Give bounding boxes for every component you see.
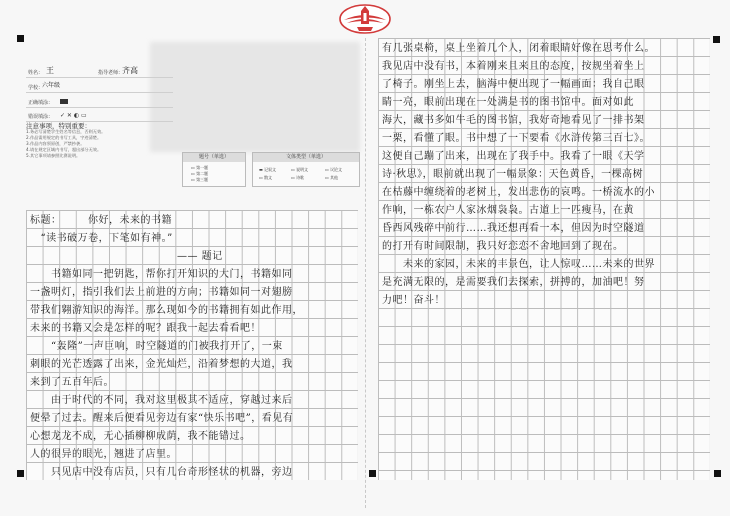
essay-line: 便晕了过去。醒来后便看见旁边有家“快乐书吧”，看见有: [30, 413, 294, 424]
essay-line: 海大，藏书多如牛毛的图书馆，我好奇地看见了一排书架: [382, 115, 645, 126]
essay-line: 诗·秋思》，眼前就出现了一幅景象：天色黄昏，一棵高树: [382, 169, 644, 180]
essay-line: 的打开有时间限制，我只好恋恋不舍地回到了现在。: [382, 241, 624, 252]
name-value: 王: [46, 66, 54, 75]
teacher-label: 指导老师：: [98, 70, 124, 76]
genre-option[interactable]: ▭ 散文: [259, 175, 273, 180]
essay-line: 刺眼的光芒透露了出来，金光灿烂，沿着梦想的大道，我: [30, 359, 293, 370]
wrong-fill-row: [26, 111, 173, 122]
essay-line: 有几张桌椅，桌上坐着几个人，闭着眼睛好像在思考什么。: [382, 43, 655, 54]
essay-line: 一盏明灯，指引我们去上前进的方向；书籍如同一对翅膀: [30, 287, 293, 298]
teacher-value: 齐高: [122, 66, 138, 75]
competition-logo-icon: [339, 4, 391, 34]
genre-option[interactable]: ▭ 其他: [325, 175, 339, 180]
essay-line: 是充满无限的，是需要我们去探索，拼搏的，加油吧！努: [382, 277, 645, 288]
essay-line: 人的很异的眼光，翘进了店里。: [30, 449, 177, 460]
genre-option[interactable]: ▭ 议论文: [325, 167, 343, 172]
topic-option[interactable]: ▭ 第二题: [191, 171, 209, 176]
essay-line: 在枯藤中缠绕着的老树上，发出悲伤的哀鸣。一桥流水的小: [382, 187, 655, 198]
essay-line: 标题： 你好，未来的书籍: [30, 215, 172, 226]
genre-option[interactable]: ▭ 诗歌: [291, 175, 305, 180]
school-value: 六年级: [42, 82, 61, 89]
wrong-bubble-icons: ✓ ✕ ◐ ▭: [60, 112, 87, 119]
correct-fill-row: [26, 97, 173, 108]
wrong-fill-label: 错误填涂：: [28, 114, 54, 120]
essay-line: 来到了五百年后。: [30, 377, 114, 388]
genre-option[interactable]: ▭ 说明文: [291, 167, 309, 172]
filled-bubble-icon: [60, 99, 68, 104]
topic-select-header: 题号（单选）: [183, 153, 245, 162]
registration-mark: [17, 35, 24, 42]
essay-line: 了椅子。刚坐上去，脑海中便出现了一幅画面：我自己眼: [382, 79, 645, 90]
note-item: 3.作品内容须原创，严禁抄袭。: [26, 141, 85, 146]
essay-line: —— 题记: [30, 251, 223, 262]
note-item: 2.作品需用规定的书写工具，字迹清楚。: [26, 135, 102, 140]
topic-option[interactable]: ▭ 第一题: [191, 165, 209, 170]
essay-line: 未来的书籍又会是怎样的呢？跟我一起去看看吧！: [30, 323, 261, 334]
page-divider: [365, 38, 367, 508]
genre-select-box: [252, 152, 360, 187]
registration-mark: [714, 470, 721, 477]
redacted-area: [150, 42, 360, 152]
essay-line: 未来的家园，未来的丰景色，让人惊叹……未来的世界: [382, 259, 655, 270]
essay-line: 力吧！奋斗！: [382, 295, 445, 306]
name-row: [26, 67, 173, 78]
note-item: 4.请在规定区域内书写，超出部分无效。: [26, 147, 102, 152]
topic-select-box: [182, 152, 246, 187]
note-item: 1.务必写清楚学生姓名等信息，否则无效。: [26, 129, 106, 134]
correct-fill-label: 正确填涂：: [28, 100, 54, 106]
essay-line: 由于时代的不同，我对这里极其不适应，穿越过来后: [30, 395, 293, 406]
essay-line: 心想龙龙不成，无心插柳柳成荫，我不能错过。: [30, 431, 251, 442]
school-label: 学校：: [28, 85, 44, 91]
essay-line: 这便自己蹦了出来，出现在了我手中。我看了一眼《天学: [382, 151, 645, 162]
registration-mark: [713, 36, 720, 43]
genre-select-header: 文体类型（单选）: [253, 153, 359, 162]
essay-line: “读书破万卷，下笔如有神。”: [30, 233, 173, 244]
essay-line: 带我们翱游知识的海洋。那么现如今的书籍拥有如此作用，: [30, 305, 303, 316]
notes-title: 注意事项，特别重要：: [26, 122, 91, 130]
essay-line: 一栗，看懂了眼。书中想了一下要看《水浒传第三百七》。: [382, 133, 650, 144]
essay-line: 只见店中没有店员，只有几台奇形怪状的机器，旁边: [30, 467, 293, 478]
topic-option[interactable]: ▭ 第三题: [191, 177, 209, 182]
school-row: [26, 82, 173, 93]
essay-line: 我见店中没有书，本着刚来且来且的态度，按规坐着坐上: [382, 61, 645, 72]
genre-option[interactable]: ▬ 记叙文: [259, 167, 277, 172]
note-item: 5.其它事项请参照比赛说明。: [26, 153, 81, 158]
notes-section: [26, 123, 176, 159]
essay-line: 书籍如同一把钥匙，帮你打开知识的大门，书籍如同: [30, 269, 293, 280]
essay-line: 作响，一栋农户人家冰烟袅袅。古道上一匹瘦马，在黄: [382, 205, 634, 216]
essay-line: 睛一亮，眼前出现在一处满是书的图书馆中。面对如此: [382, 97, 634, 108]
registration-mark: [369, 470, 376, 477]
essay-line: 昏西风残碎中前行……我还想再看一本，但因为时空隧道: [382, 223, 645, 234]
essay-line: “轰隆”一声巨响，时空隧道的门被我打开了，一束: [30, 341, 283, 352]
registration-mark: [17, 470, 24, 477]
name-label: 姓名：: [28, 70, 44, 76]
